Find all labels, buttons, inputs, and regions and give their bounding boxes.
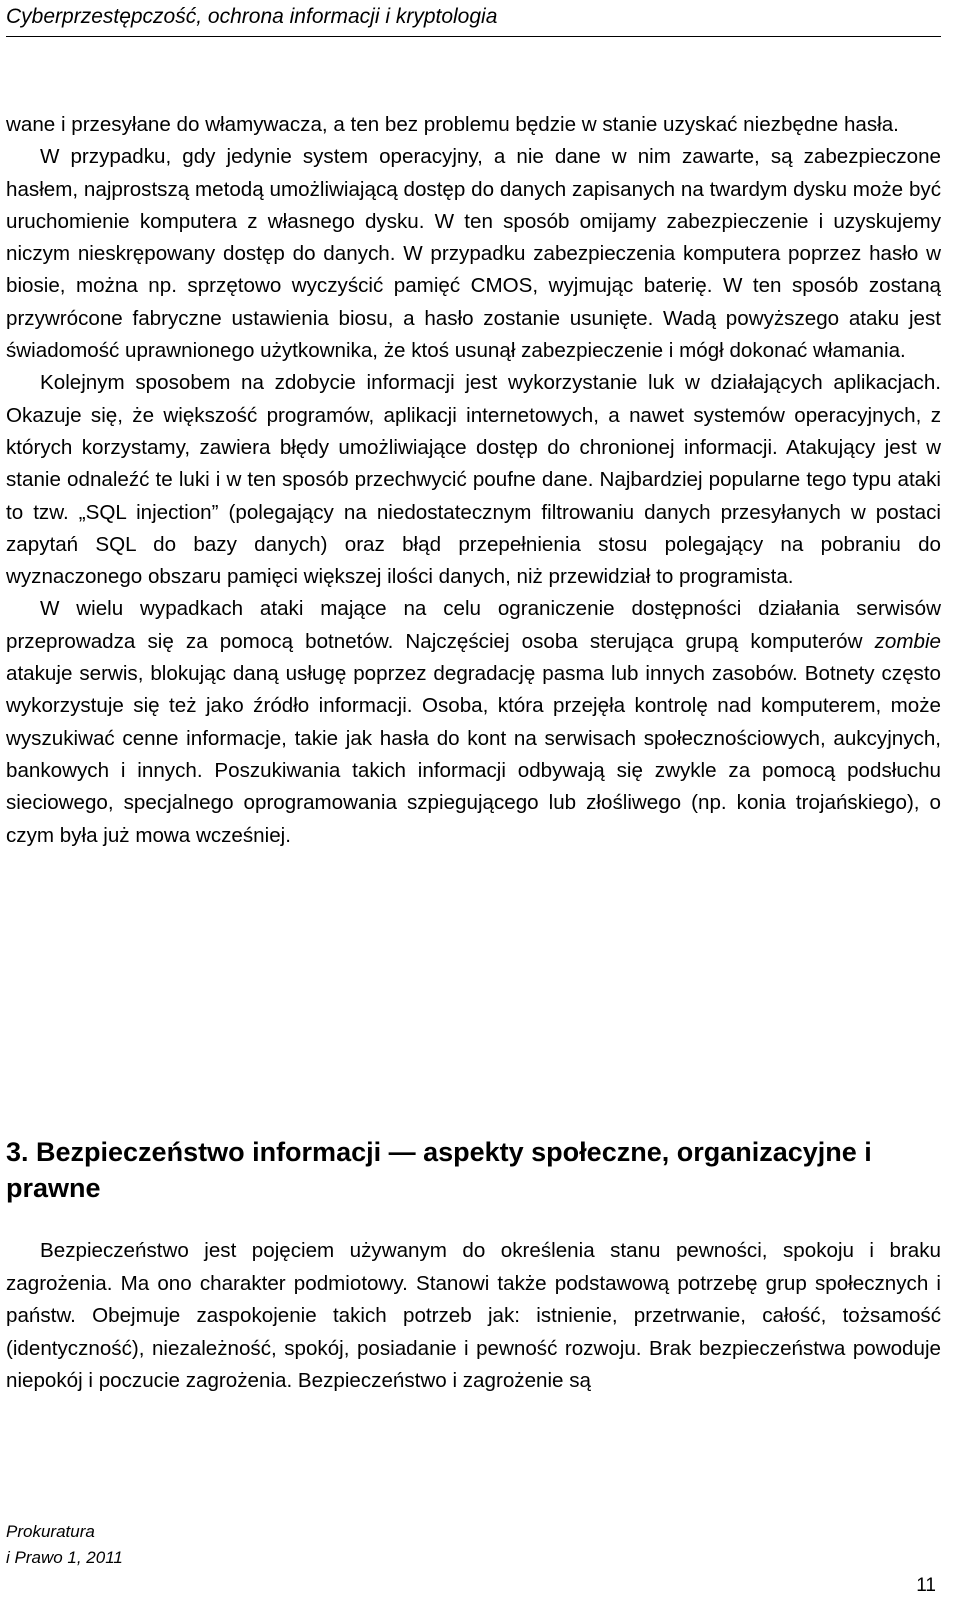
- section-body: [6, 1235, 941, 1398]
- header-divider: [6, 36, 941, 37]
- page-number: 11: [916, 1575, 936, 1596]
- footer-journal-issue: i Prawo 1, 2011: [6, 1548, 123, 1567]
- paragraph-continuation: wane i przesyłane do włamywacza, a ten bez problemu będzie w stanie uzyskać niezbędne hasła.: [6, 113, 899, 136]
- paragraph-botnets: [6, 593, 941, 851]
- running-header-title: Cyberprzestępczość, ochrona informacji i kryptologia: [6, 5, 498, 28]
- botnets-text-start: W wielu wypadkach ataki mające na celu ograniczenie dostępności działania serwisów przeprowadza się za pomocą botnetów. Najczęściej osoba sterująca grupą komputerów: [6, 597, 941, 653]
- body-text: [6, 109, 941, 852]
- footer-journal: [6, 1519, 123, 1571]
- botnets-text-end: atakuje serwis, blokując daną usługę poprzez degradację pasma lub innych zasobów. Botnety często wykorzystuje się też jako źródło informacji. Osoba, która przejęła kontrolę nad komputerem, może wyszukiwać cenne informacje, takie jak hasła do kont na serwisach społecznościowych, aukcyjnych, bankowych i innych. Poszukiwania takich informacji odbywają się zwykle za pomocą podsłuchu sieciowego, specjalnego oprogramowania szpiegującego lub złośliwego (np. konia trojańskiego), o czym była już mowa wcześniej.: [6, 662, 941, 847]
- paragraph-security-definition: Bezpieczeństwo jest pojęciem używanym do określenia stanu pewności, spokoju i braku zagrożenia. Ma ono charakter podmiotowy. Stanowi także podstawową potrzebę grup społecznych i państw. Obejmuje zaspokojenie takich potrzeb jak: istnienie, przetrwanie, całość, tożsamość (identyczność), niezależność, spokój, posiadanie i pewność rozwoju. Brak bezpieczeństwa powoduje niepokój i poczucie zagrożenia. Bezpieczeństwo i zagrożenie są: [6, 1239, 941, 1392]
- zombie-emphasis: zombie: [874, 629, 941, 653]
- footer-journal-name: Prokuratura: [6, 1522, 95, 1541]
- paragraph-os-password: W przypadku, gdy jedynie system operacyjny, a nie dane w nim zawarte, są zabezpieczone hasłem, najprostszą metodą umożliwiającą dostęp do danych zapisanych na twardym dysku może być uruchomienie komputera z własnego dysku. W ten sposób omijamy zabezpieczenie i uzyskujemy niczym nieskrępowany dostęp do danych. W przypadku zabezpieczenia komputera poprzez hasło w biosie, można np. sprzętowo wyczyścić pamięć CMOS, wyjmując baterię. W ten sposób zostaną przywrócone fabryczne ustawienia biosu, a hasło zostanie usunięte. Wadą powyższego ataku jest świadomość uprawnionego użytkownika, że ktoś usunął zabezpieczenie i mógł dokonać włamania.: [6, 145, 941, 363]
- paragraph-application-vulnerabilities: Kolejnym sposobem na zdobycie informacji jest wykorzystanie luk w działających aplikacjach. Okazuje się, że większość programów, aplikacji internetowych, a nawet systemów operacyjnych, z których korzystamy, zawiera błędy umożliwiające dostęp do chronionej informacji. Atakujący jest w stanie odnaleźć te luki i w ten sposób przechwycić poufne dane. Najbardziej popularne tego typu ataki to tzw. „SQL injection” (polegający na niedostatecznym filtrowaniu danych przesyłanych w postaci zapytań SQL do bazy danych) oraz błąd przepełnienia stosu polegający na pobraniu do wyznaczonego obszaru pamięci większej ilości danych, niż przewidział to programista.: [6, 371, 941, 589]
- section-heading: 3. Bezpieczeństwo informacji — aspekty społeczne, organizacyjne i prawne: [6, 1137, 872, 1203]
